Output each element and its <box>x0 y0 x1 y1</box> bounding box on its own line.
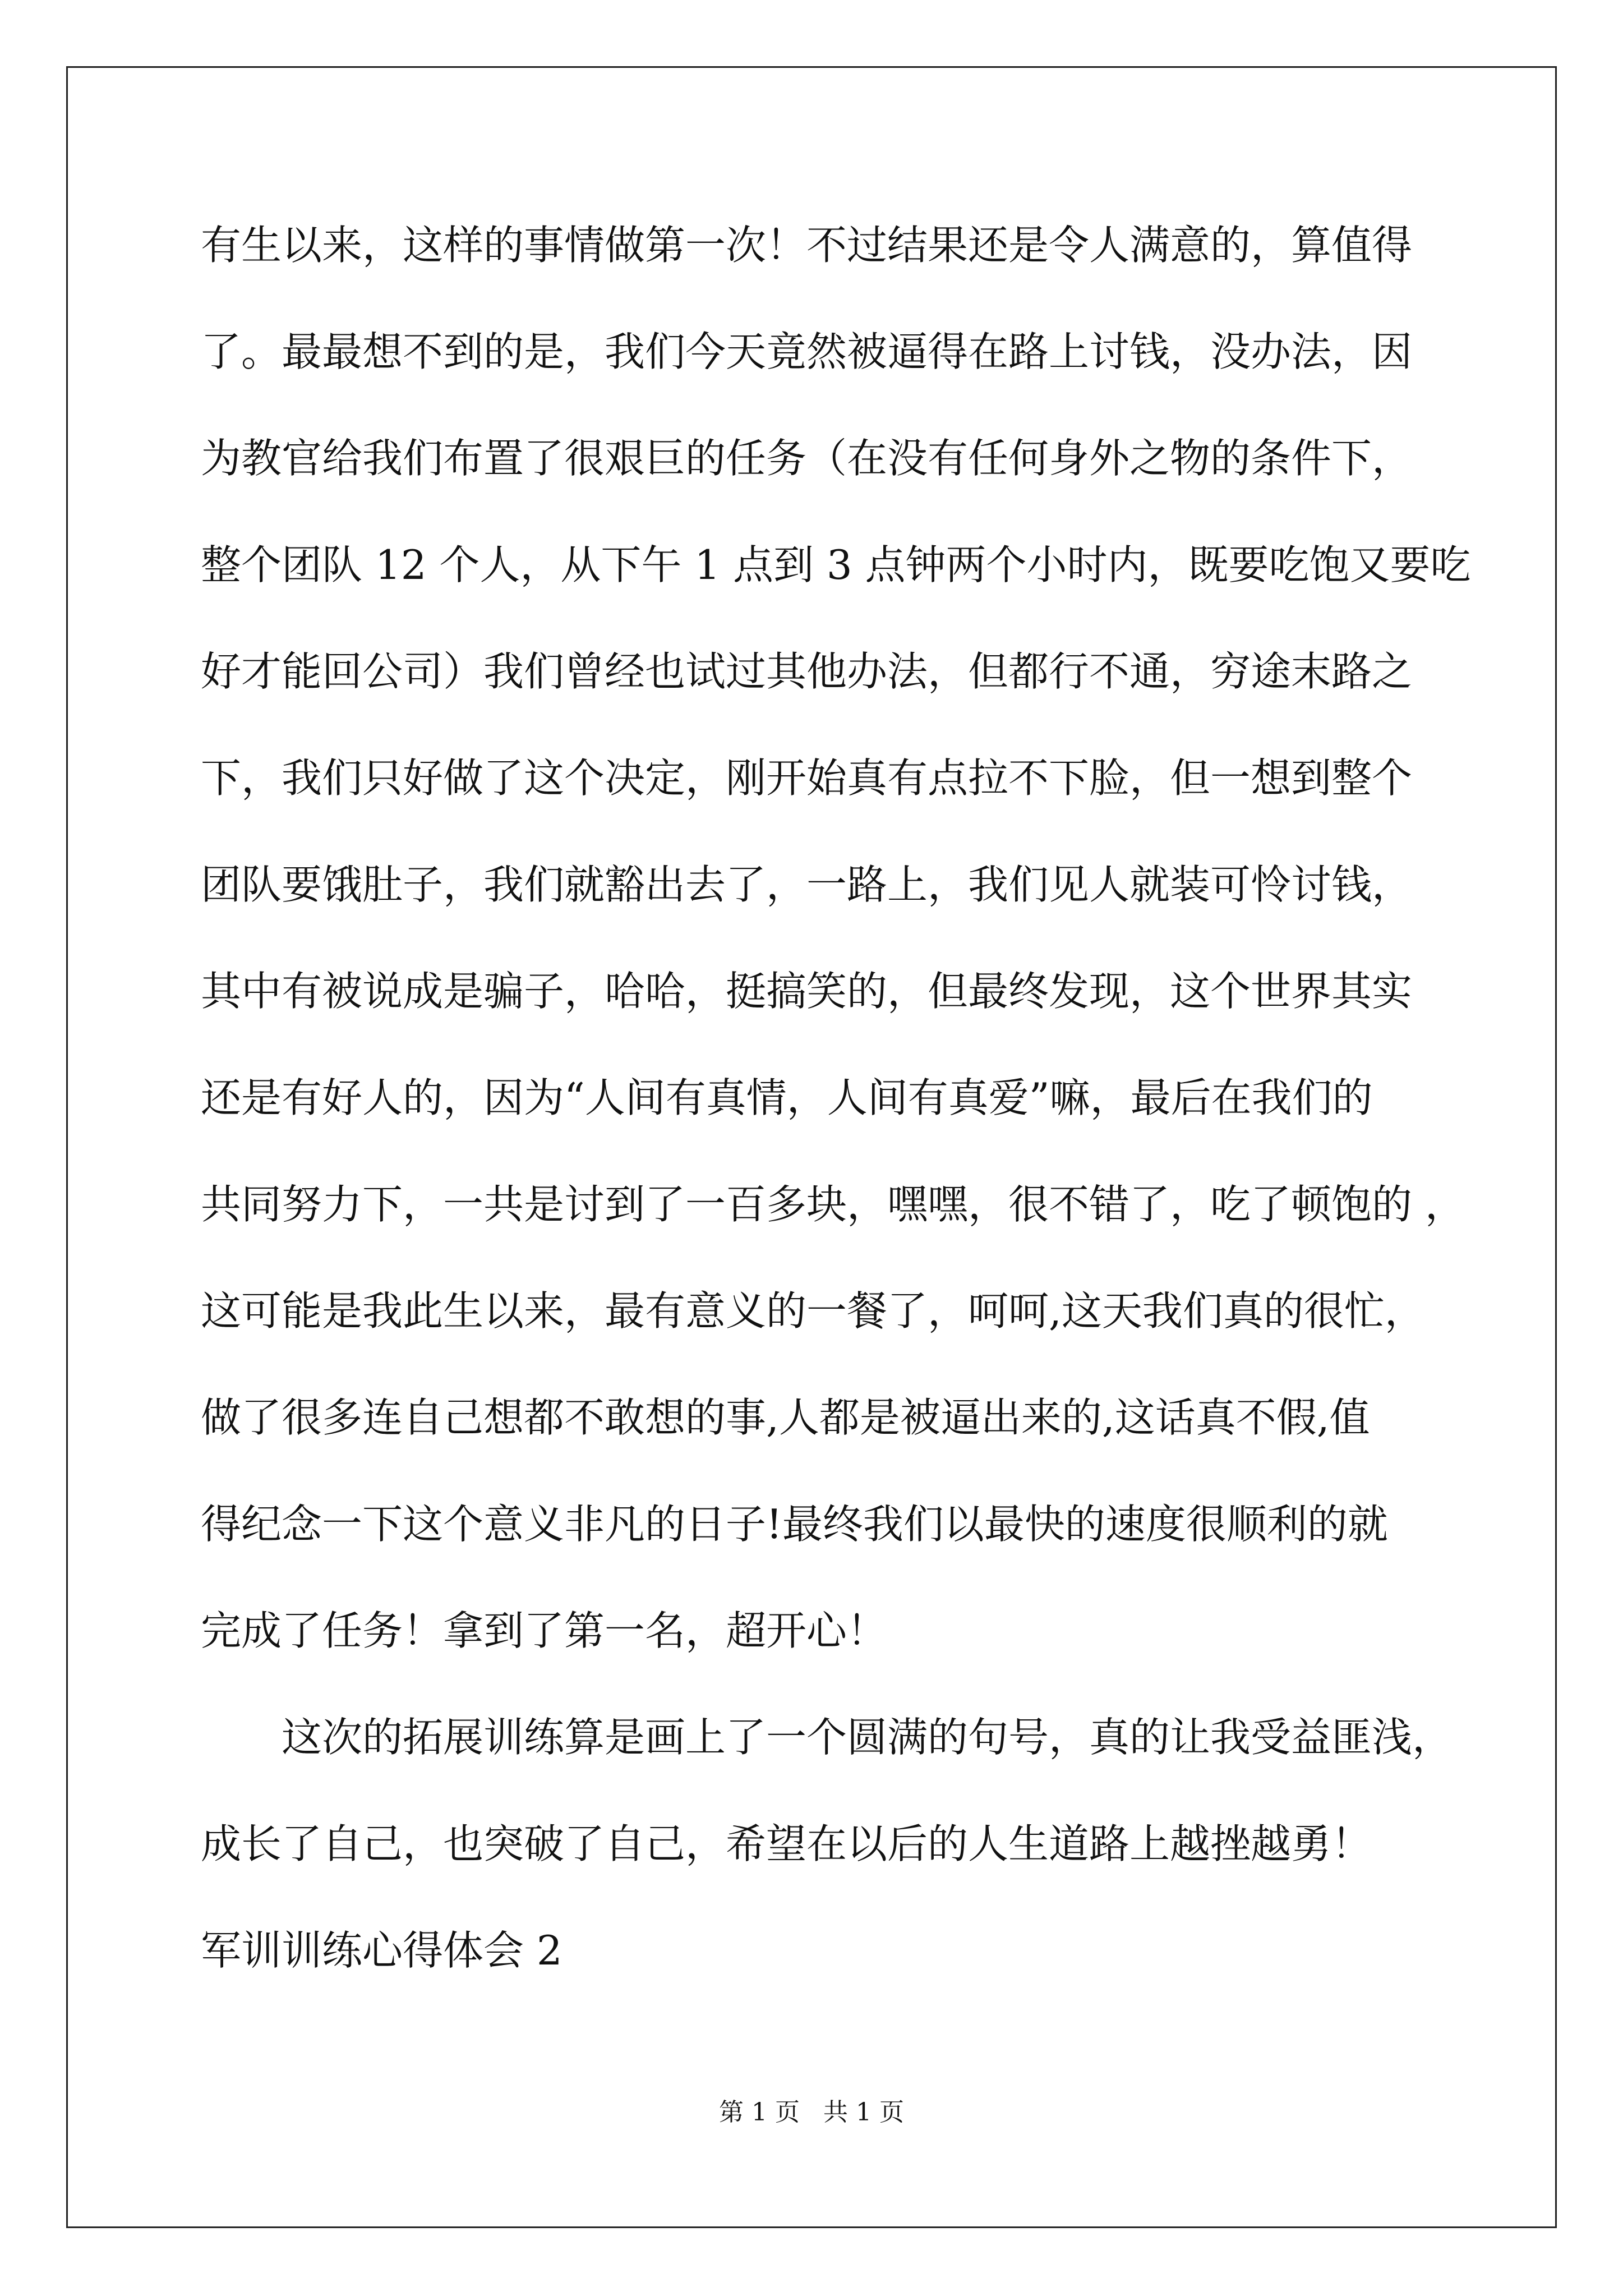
text-line: 这可能是我此生以来，最有意义的一餐了，呵呵,这天我们真的很忙， <box>201 1287 1425 1335</box>
text-line: 有生以来，这样的事情做第一次！不过结果还是令人满意的，算值得 <box>201 222 1413 269</box>
text-line: 好才能回公司）我们曾经也试过其他办法，但都行不通，穷途末路之 <box>201 648 1413 695</box>
text-line: 共同努力下，一共是讨到了一百多块，嘿嘿，很不错了，吃了顿饱的 ， <box>201 1181 1465 1228</box>
text-line: 成长了自己，也突破了自己，希望在以后的人生道路上越挫越勇！ <box>201 1820 1372 1867</box>
text-line: 做了很多连自己想都不敢想的事,人都是被逼出来的,这话真不假,值 <box>201 1394 1370 1441</box>
text-line: 为教官给我们布置了很艰巨的任务（在没有任何身外之物的条件下， <box>201 435 1413 482</box>
text-line: 还是有好人的，因为“人间有真情，人间有真爱”嘛，最后在我们的 <box>201 1074 1373 1121</box>
text-line: 其中有被说成是骗子，哈哈，挺搞笑的，但最终发现，这个世界其实 <box>201 968 1413 1015</box>
text-line: 得纪念一下这个意义非凡的日子!最终我们以最快的速度很顺利的就 <box>201 1501 1388 1548</box>
section-heading: 军训训练心得体会 2 <box>201 1927 562 1974</box>
text-line: 完成了任务！拿到了第一名，超开心！ <box>201 1607 888 1654</box>
paragraph-first-line: 这次的拓展训练算是画上了一个圆满的句号，真的让我受益匪浅， <box>282 1714 1453 1761</box>
text-line: 了。最最想不到的是，我们今天竟然被逼得在路上讨钱，没办法，因 <box>201 328 1413 375</box>
text-line: 整个团队 12 个人，从下午 1 点到 3 点钟两个小时内，既要吃饱又要吃 <box>201 541 1471 588</box>
page-footer: 第 1 页 共 1 页 <box>719 2098 904 2127</box>
document-body <box>201 218 1471 2030</box>
text-line: 团队要饿肚子，我们就豁出去了，一路上，我们见人就装可怜讨钱， <box>201 861 1413 908</box>
text-line: 下，我们只好做了这个决定，刚开始真有点拉不下脸，但一想到整个 <box>201 754 1413 802</box>
